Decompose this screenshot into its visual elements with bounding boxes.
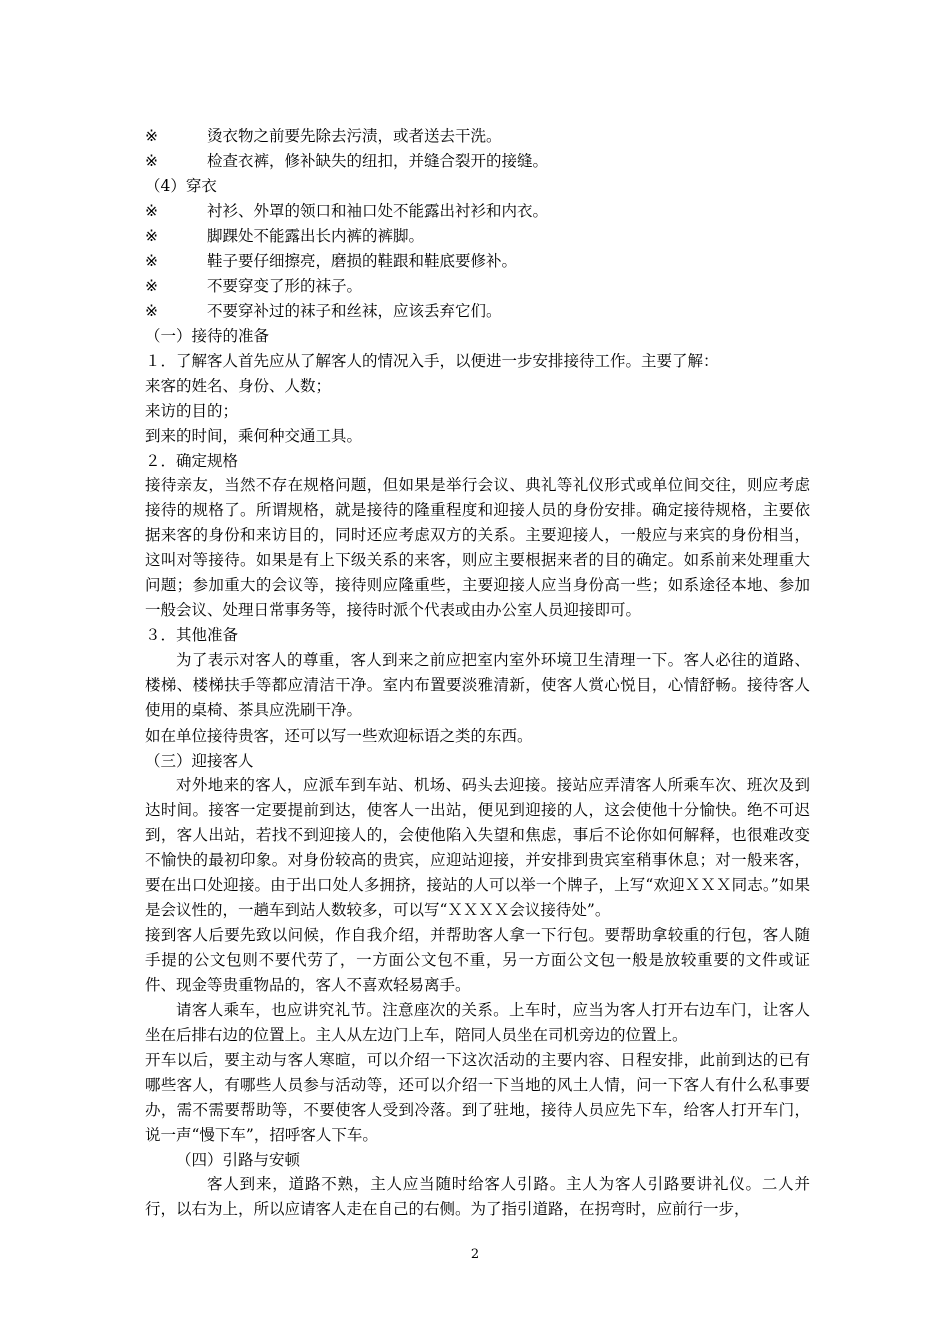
bullet-text: 鞋子要仔细擦亮，磨损的鞋跟和鞋底要修补。 (207, 252, 518, 270)
paragraph-standard: 接待亲友，当然不存在规格问题，但如果是举行会议、典礼等礼仪形式或单位间交往，则应考虑接待的规格了。所谓规格，就是接待的隆重程度和迎接人员的身份安排。确定接待规格，主要依据来客的身份和来访目的，同时还应考虑双方的关系。主要迎接人，一般应与来宾的身份相当，这叫对等接待。如果是有上下级关系的来客，则应主要根据来者的目的确定。如系前来处理重大问题；参加重大的会议等，接待则应隆重些，主要迎接人应当身份高一些；如系途径本地、参加一般会议、处理日常事务等，接待时派个代表或由办公室人员迎接即可。 (145, 476, 810, 619)
reference-mark-icon: ※ (145, 152, 158, 170)
bullet-text: 烫衣物之前要先除去污渍，或者送去干洗。 (207, 127, 502, 145)
bullet-item (145, 124, 502, 148)
bullet-item (145, 274, 362, 298)
paragraph-other-preparation: 为了表示对客人的尊重，客人到来之前应把室内室外环境卫生清理一下。客人必往的道路、楼梯、楼梯扶手等都应清洁干净。室内布置要淡雅清新，使客人赏心悦目，心情舒畅。接待客人使用的桌椅、茶具应洗刷干净。 (145, 651, 810, 719)
bullet-text: 脚踝处不能露出长内裤的裤脚。 (207, 227, 425, 245)
paragraph-guidance: 客人到来，道路不熟，主人应当随时给客人引路。主人为客人引路要讲礼仪。二人并行，以右为上，所以应请客人走在自己的右侧。为了指引道路，在拐弯时，应前行一步， (145, 1175, 810, 1218)
bullet-item (145, 299, 502, 323)
item-heading-know-guest: １．了解客人首先应从了解客人的情况入手，以便进一步安排接待工作。主要了解： (145, 352, 719, 370)
reference-mark-icon: ※ (145, 202, 158, 220)
bullet-text: 衬衫、外罩的领口和袖口处不能露出衬衫和内衣。 (207, 202, 549, 220)
paragraph-luggage: 接到客人后要先致以问候，作自我介绍，并帮助客人拿一下行包。要帮助拿较重的行包，客人随手提的公文包则不要代劳了，一方面公文包不重，另一方面公文包一般是放较重要的文件或证件、现金等贵重物品的，客人不喜欢轻易离手。 (145, 926, 810, 994)
bullet-item (145, 149, 548, 173)
section-heading-preparation: （一）接待的准备 (145, 327, 270, 345)
list-item: 来客的姓名、身份、人数； (145, 377, 332, 395)
reference-mark-icon: ※ (145, 252, 158, 270)
paragraph-during-ride: 开车以后，要主动与客人寒暄，可以介绍一下这次活动的主要内容、日程安排，此前到达的已有哪些客人，有哪些人员参与活动等，还可以介绍一下当地的风土人情，问一下客人有什么私事要办，需不需要帮助等，不要使客人受到冷落。到了驻地，接待人员应先下车，给客人打开车门，说一声“慢下车”，招呼客人下车。 (145, 1051, 810, 1144)
bullet-item (145, 224, 424, 248)
section-heading-guidance: （四）引路与安顿 (176, 1151, 301, 1169)
item-heading-standard: ２．确定规格 (145, 452, 239, 470)
page-number: 2 (470, 1247, 480, 1262)
bullet-item (145, 249, 517, 273)
paragraph-car-seating: 请客人乘车，也应讲究礼节。注意座次的关系。上车时，应当为客人打开右边车门，让客人坐在后排右边的位置上。主人从左边门上车，陪同人员坐在司机旁边的位置上。 (145, 1001, 810, 1044)
bullet-text: 不要穿补过的袜子和丝袜，应该丢弃它们。 (207, 302, 502, 320)
reference-mark-icon: ※ (145, 227, 158, 245)
reference-mark-icon: ※ (145, 127, 158, 145)
bullet-item (145, 199, 548, 223)
paragraph-pickup: 对外地来的客人，应派车到车站、机场、码头去迎接。接站应弄清客人所乘车次、班次及到达时间。接客一定要提前到达，使客人一出站，便见到迎接的人，这会使他十分愉快。绝不可迟到，客人出站，若找不到迎接人的，会使他陷入失望和焦虑，事后不论你如何解释，也很难改变不愉快的最初印象。对身份较高的贵宾，应迎站迎接，并安排到贵宾室稍事休息；对一般来客，要在出口处迎接。由于出口处人多拥挤，接站的人可以举一个牌子，上写“欢迎ＸＸＸ同志。”如果是会议性的，一趟车到站人数较多，可以写“ＸＸＸＸ会议接待处”。 (145, 776, 810, 919)
list-item: 来访的目的； (145, 402, 239, 420)
reference-mark-icon: ※ (145, 277, 158, 295)
bullet-text: 不要穿变了形的袜子。 (207, 277, 363, 295)
list-item: 到来的时间，乘何种交通工具。 (145, 427, 363, 445)
bullet-text: 检查衣裤，修补缺失的纽扣，并缝合裂开的接缝。 (207, 152, 549, 170)
subheading-dress: （4）穿衣 (145, 177, 217, 195)
item-heading-other: ３．其他准备 (145, 626, 239, 644)
paragraph-welcome-banner: 如在单位接待贵客，还可以写一些欢迎标语之类的东西。 (145, 727, 533, 745)
section-heading-greeting: （三）迎接客人 (145, 752, 254, 770)
reference-mark-icon: ※ (145, 302, 158, 320)
